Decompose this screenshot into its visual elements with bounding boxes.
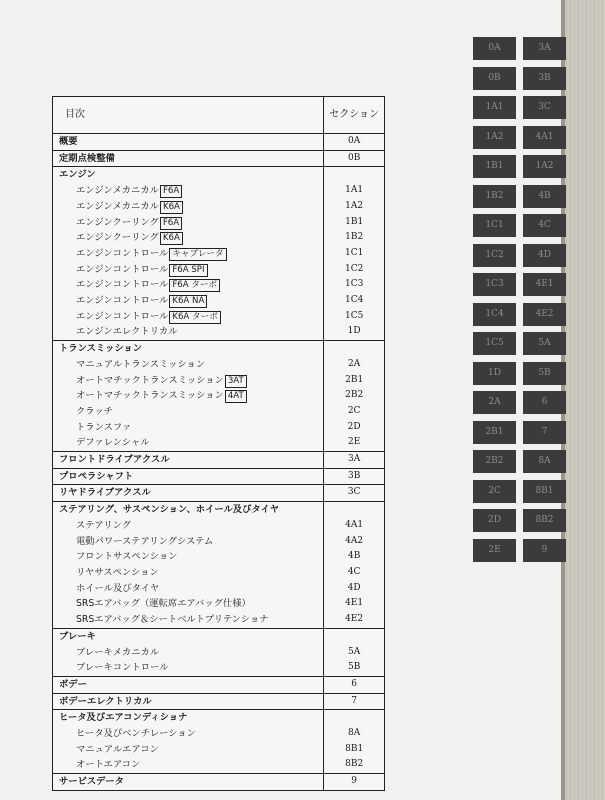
toc-entry-title: 定期点検整備 (59, 152, 115, 164)
toc-section-code: 1B1 (345, 216, 364, 227)
toc-row (53, 726, 385, 742)
toc-entry (53, 612, 324, 628)
toc-entry-variant-box: K6A NA (169, 295, 207, 308)
toc-header-row (53, 97, 385, 134)
toc-title-header: 目次 (53, 97, 324, 134)
toc-section-code: 2B2 (345, 390, 364, 401)
toc-section-code: 1A2 (345, 200, 364, 211)
toc-entry (53, 341, 324, 357)
section-tab: 1C2 (473, 244, 516, 267)
toc-section-code: 1C1 (344, 247, 364, 258)
toc-entry (53, 518, 324, 534)
toc-entry-title: ブレーキコントロール (76, 662, 169, 674)
toc-entry (53, 565, 324, 581)
section-tab: 4E2 (523, 303, 566, 326)
section-tab: 8B2 (523, 509, 566, 532)
toc-entry-title: トランスミッション (59, 343, 143, 355)
toc-row (53, 742, 385, 758)
toc-entry (53, 726, 324, 742)
toc-row (53, 150, 385, 167)
toc-entry-variant-box: F6A (160, 217, 182, 230)
toc-row (53, 277, 385, 293)
toc-row (53, 549, 385, 565)
toc-entry (53, 628, 324, 644)
toc-section-code: 2C (347, 405, 361, 416)
section-tab: 2B2 (473, 450, 516, 473)
toc-row (53, 534, 385, 550)
toc-row (53, 341, 385, 357)
toc-row (53, 388, 385, 404)
toc-entry (53, 134, 324, 151)
toc-entry-variant-box: F6A (160, 185, 182, 198)
toc-section-code: 4D (347, 582, 361, 593)
section-tab: 3B (523, 67, 566, 90)
toc-entry (53, 774, 324, 791)
toc-entry-title: ブレーキ (59, 630, 96, 642)
toc-section-code: 2D (347, 421, 361, 432)
toc-section-code: 8B1 (345, 743, 364, 754)
toc-entry-title: エンジンメカニカル (76, 200, 159, 212)
toc-row (53, 373, 385, 389)
toc-section-header: セクション (324, 97, 385, 134)
toc-entry (53, 676, 324, 693)
toc-row (53, 230, 385, 246)
toc-section-code: 1C2 (344, 263, 364, 274)
toc-section-code: 4E1 (345, 598, 364, 609)
toc-entry (53, 502, 324, 518)
toc-section-code: 6 (324, 676, 385, 693)
toc-section-code: 9 (324, 774, 385, 791)
section-tab: 4A1 (523, 126, 566, 149)
toc-row (53, 710, 385, 726)
toc-row (53, 246, 385, 262)
toc-row (53, 676, 385, 693)
toc-entry-title: ホイール及びタイヤ (76, 582, 160, 594)
section-tab: 2B1 (473, 421, 516, 444)
toc-section-code (324, 502, 385, 518)
toc-entry-title: プロペラシャフト (59, 470, 134, 482)
toc-entry-variant-box: F6A SPI (169, 264, 207, 277)
section-tab: 8A (523, 450, 566, 473)
toc-entry-variant-box: K6A (160, 201, 183, 214)
toc-entry (53, 324, 324, 340)
toc-entry-title: エンジンコントロール (76, 263, 169, 275)
toc-row (53, 435, 385, 451)
toc-row (53, 774, 385, 791)
toc-entry (53, 373, 324, 389)
toc-row (53, 357, 385, 373)
toc-entry (53, 293, 324, 309)
toc-entry-variant-box: K6A ターボ (169, 311, 221, 324)
section-tab: 4C (523, 214, 566, 237)
toc-section-code: 2B1 (345, 374, 364, 385)
toc-section-code: 1C5 (344, 310, 364, 321)
toc-entry-title: マニュアルトランスミッション (76, 358, 206, 370)
toc-row (53, 596, 385, 612)
section-tab: 1C5 (473, 332, 516, 355)
toc-entry (53, 309, 324, 325)
toc-entry (53, 199, 324, 215)
toc-entry-variant-box: F6A ターボ (169, 279, 220, 292)
toc-row (53, 293, 385, 309)
toc-section-code: 0B (324, 150, 385, 167)
section-tab: 3C (523, 96, 566, 119)
toc-entry-title: ボデーエレクトリカル (59, 695, 152, 707)
toc-section-code: 8A (348, 728, 361, 739)
toc-row (53, 645, 385, 661)
toc-row (53, 485, 385, 502)
toc-row (53, 581, 385, 597)
toc-entry-title: マニュアルエアコン (76, 743, 159, 755)
toc-entry (53, 167, 324, 183)
toc-row (53, 518, 385, 534)
toc-entry (53, 420, 324, 436)
section-tab: 6 (523, 391, 566, 414)
toc-entry (53, 534, 324, 550)
section-tab: 5B (523, 362, 566, 385)
toc-entry-title: ヒータ及びベンチレーション (76, 728, 196, 740)
toc-entry-variant-box: 3AT (225, 375, 247, 388)
toc-entry (53, 246, 324, 262)
section-tab: 1B1 (473, 155, 516, 178)
toc-section-code: 3B (324, 468, 385, 485)
section-tab: 8B1 (523, 480, 566, 503)
toc-row (53, 183, 385, 199)
toc-entry (53, 388, 324, 404)
section-tab: 0B (473, 67, 516, 90)
toc-entry-title: エンジンエレクトリカル (76, 326, 178, 338)
toc-section-code: 1C3 (344, 279, 364, 290)
section-tab: 0A (473, 37, 516, 60)
toc-entry-title: エンジン (59, 169, 96, 181)
section-tab: 1B2 (473, 185, 516, 208)
toc-entry (53, 757, 324, 773)
toc-entry (53, 660, 324, 676)
section-tab: 1D (473, 362, 516, 385)
toc-entry-title: エンジンクーリング (76, 216, 159, 228)
section-tab: 2A (473, 391, 516, 414)
toc-section-code: 1A1 (345, 185, 364, 196)
toc-entry (53, 710, 324, 726)
toc-row (53, 134, 385, 151)
toc-entry-title: ボデー (59, 678, 87, 690)
toc-row (53, 309, 385, 325)
toc-entry-title: 電動パワーステアリングシステム (76, 535, 214, 547)
toc-row (53, 215, 385, 231)
toc-section-code: 1C4 (344, 295, 364, 306)
section-tab: 1A1 (473, 96, 516, 119)
section-tab: 1A2 (473, 126, 516, 149)
page-edge (563, 0, 605, 800)
toc-entry (53, 468, 324, 485)
toc-row (53, 324, 385, 340)
section-index-tabs (473, 37, 566, 562)
toc-entry-title: デファレンシャル (76, 437, 150, 449)
toc-entry-title: サービスデータ (59, 776, 124, 788)
toc-entry-title: リヤサスペンション (76, 566, 159, 578)
toc-section-code (324, 167, 385, 183)
toc-section-code: 2A (348, 358, 361, 369)
toc-entry-title: エンジンコントロール (76, 279, 169, 291)
toc-entry-title: エンジンメカニカル (76, 185, 159, 197)
toc-entry-title: トランスファ (76, 421, 132, 433)
toc-entry (53, 742, 324, 758)
toc-row (53, 757, 385, 773)
section-tab: 9 (523, 539, 566, 562)
section-tab: 5A (523, 332, 566, 355)
toc-entry-title: ブレーキメカニカル (76, 646, 160, 658)
toc-row (53, 262, 385, 278)
toc-entry-title: エンジンコントロール (76, 310, 169, 322)
toc-section-code: 3A (324, 452, 385, 469)
toc-row (53, 167, 385, 183)
toc-entry-title: オートマチックトランスミッション (76, 390, 224, 402)
toc-section-code: 8B2 (345, 759, 364, 770)
toc-entry (53, 150, 324, 167)
section-tab: 2E (473, 539, 516, 562)
toc-row (53, 420, 385, 436)
section-tab: 1C1 (473, 214, 516, 237)
section-tab: 1A2 (523, 155, 566, 178)
toc-entry-title: SRSエアバッグ（運転席エアバッグ仕様） (76, 598, 251, 610)
toc-row (53, 565, 385, 581)
toc-entry (53, 277, 324, 293)
toc-entry (53, 645, 324, 661)
section-tab: 1C3 (473, 273, 516, 296)
toc-row (53, 693, 385, 710)
toc-entry-title: エンジンコントロール (76, 295, 169, 307)
toc-entry-variant-box: キャブレータ (169, 248, 226, 261)
toc-section-code: 5A (348, 646, 361, 657)
toc-section-code (324, 628, 385, 644)
toc-entry-title: ステアリング (76, 519, 132, 531)
toc-entry-title: ヒータ及びエアコンディショナ (59, 712, 188, 724)
section-tab: 4E1 (523, 273, 566, 296)
toc-section-code: 0A (348, 136, 361, 146)
toc-entry-title: エンジンコントロール (76, 247, 169, 259)
toc-entry-title: クラッチ (76, 405, 114, 417)
table-of-contents (52, 96, 385, 791)
toc-entry-title: フロントドライブアクスル (59, 454, 170, 466)
toc-entry (53, 215, 324, 231)
toc-section-code (324, 710, 385, 726)
toc-section-code: 1D (347, 326, 361, 337)
toc-entry (53, 452, 324, 469)
toc-section-code: 4A1 (345, 519, 364, 530)
toc-entry-title: ステアリング、サスペンション、ホイール及びタイヤ (59, 504, 280, 516)
toc-section-code: 4E2 (345, 614, 364, 625)
toc-section-code (324, 341, 385, 357)
toc-entry (53, 357, 324, 373)
toc-entry (53, 404, 324, 420)
toc-section-code: 3C (324, 485, 385, 502)
toc-row (53, 452, 385, 469)
section-tab: 4B (523, 185, 566, 208)
toc-entry (53, 485, 324, 502)
toc-section-code: 4B (347, 551, 361, 562)
toc-section-code: 1B2 (345, 232, 364, 243)
toc-section-code: 4C (347, 566, 361, 577)
toc-section-code: 5B (347, 662, 361, 673)
toc-row (53, 199, 385, 215)
toc-entry (53, 262, 324, 278)
toc-entry (53, 435, 324, 451)
toc-section-code: 4A2 (345, 535, 364, 546)
toc-row (53, 660, 385, 676)
toc-entry-title: オートエアコン (76, 759, 141, 771)
toc-entry-variant-box: 4AT (225, 390, 247, 403)
toc-row (53, 502, 385, 518)
toc-entry-title: オートマチックトランスミッション (76, 374, 224, 386)
toc-entry-title: リヤドライブアクスル (59, 487, 151, 499)
toc-entry-title: 概要 (59, 136, 78, 147)
toc-row (53, 404, 385, 420)
toc-entry (53, 230, 324, 246)
toc-row (53, 468, 385, 485)
section-tab: 3A (523, 37, 566, 60)
toc-section-code: 2E (348, 437, 361, 448)
section-tab: 2C (473, 480, 516, 503)
section-tab: 2D (473, 509, 516, 532)
toc-entry-title: フロントサスペンション (76, 551, 178, 563)
toc-entry-title: エンジンクーリング (76, 232, 159, 244)
toc-row (53, 612, 385, 628)
toc-entry (53, 581, 324, 597)
toc-entry (53, 549, 324, 565)
toc-row (53, 628, 385, 644)
section-tab: 7 (523, 421, 566, 444)
toc-entry (53, 596, 324, 612)
toc-section-code: 7 (324, 693, 385, 710)
toc-entry-title: SRSエアバッグ＆シートベルトプリテンショナ (76, 614, 269, 626)
section-tab: 4D (523, 244, 566, 267)
toc-entry-variant-box: K6A (160, 232, 183, 245)
toc-entry (53, 693, 324, 710)
section-tab: 1C4 (473, 303, 516, 326)
toc-entry (53, 183, 324, 199)
